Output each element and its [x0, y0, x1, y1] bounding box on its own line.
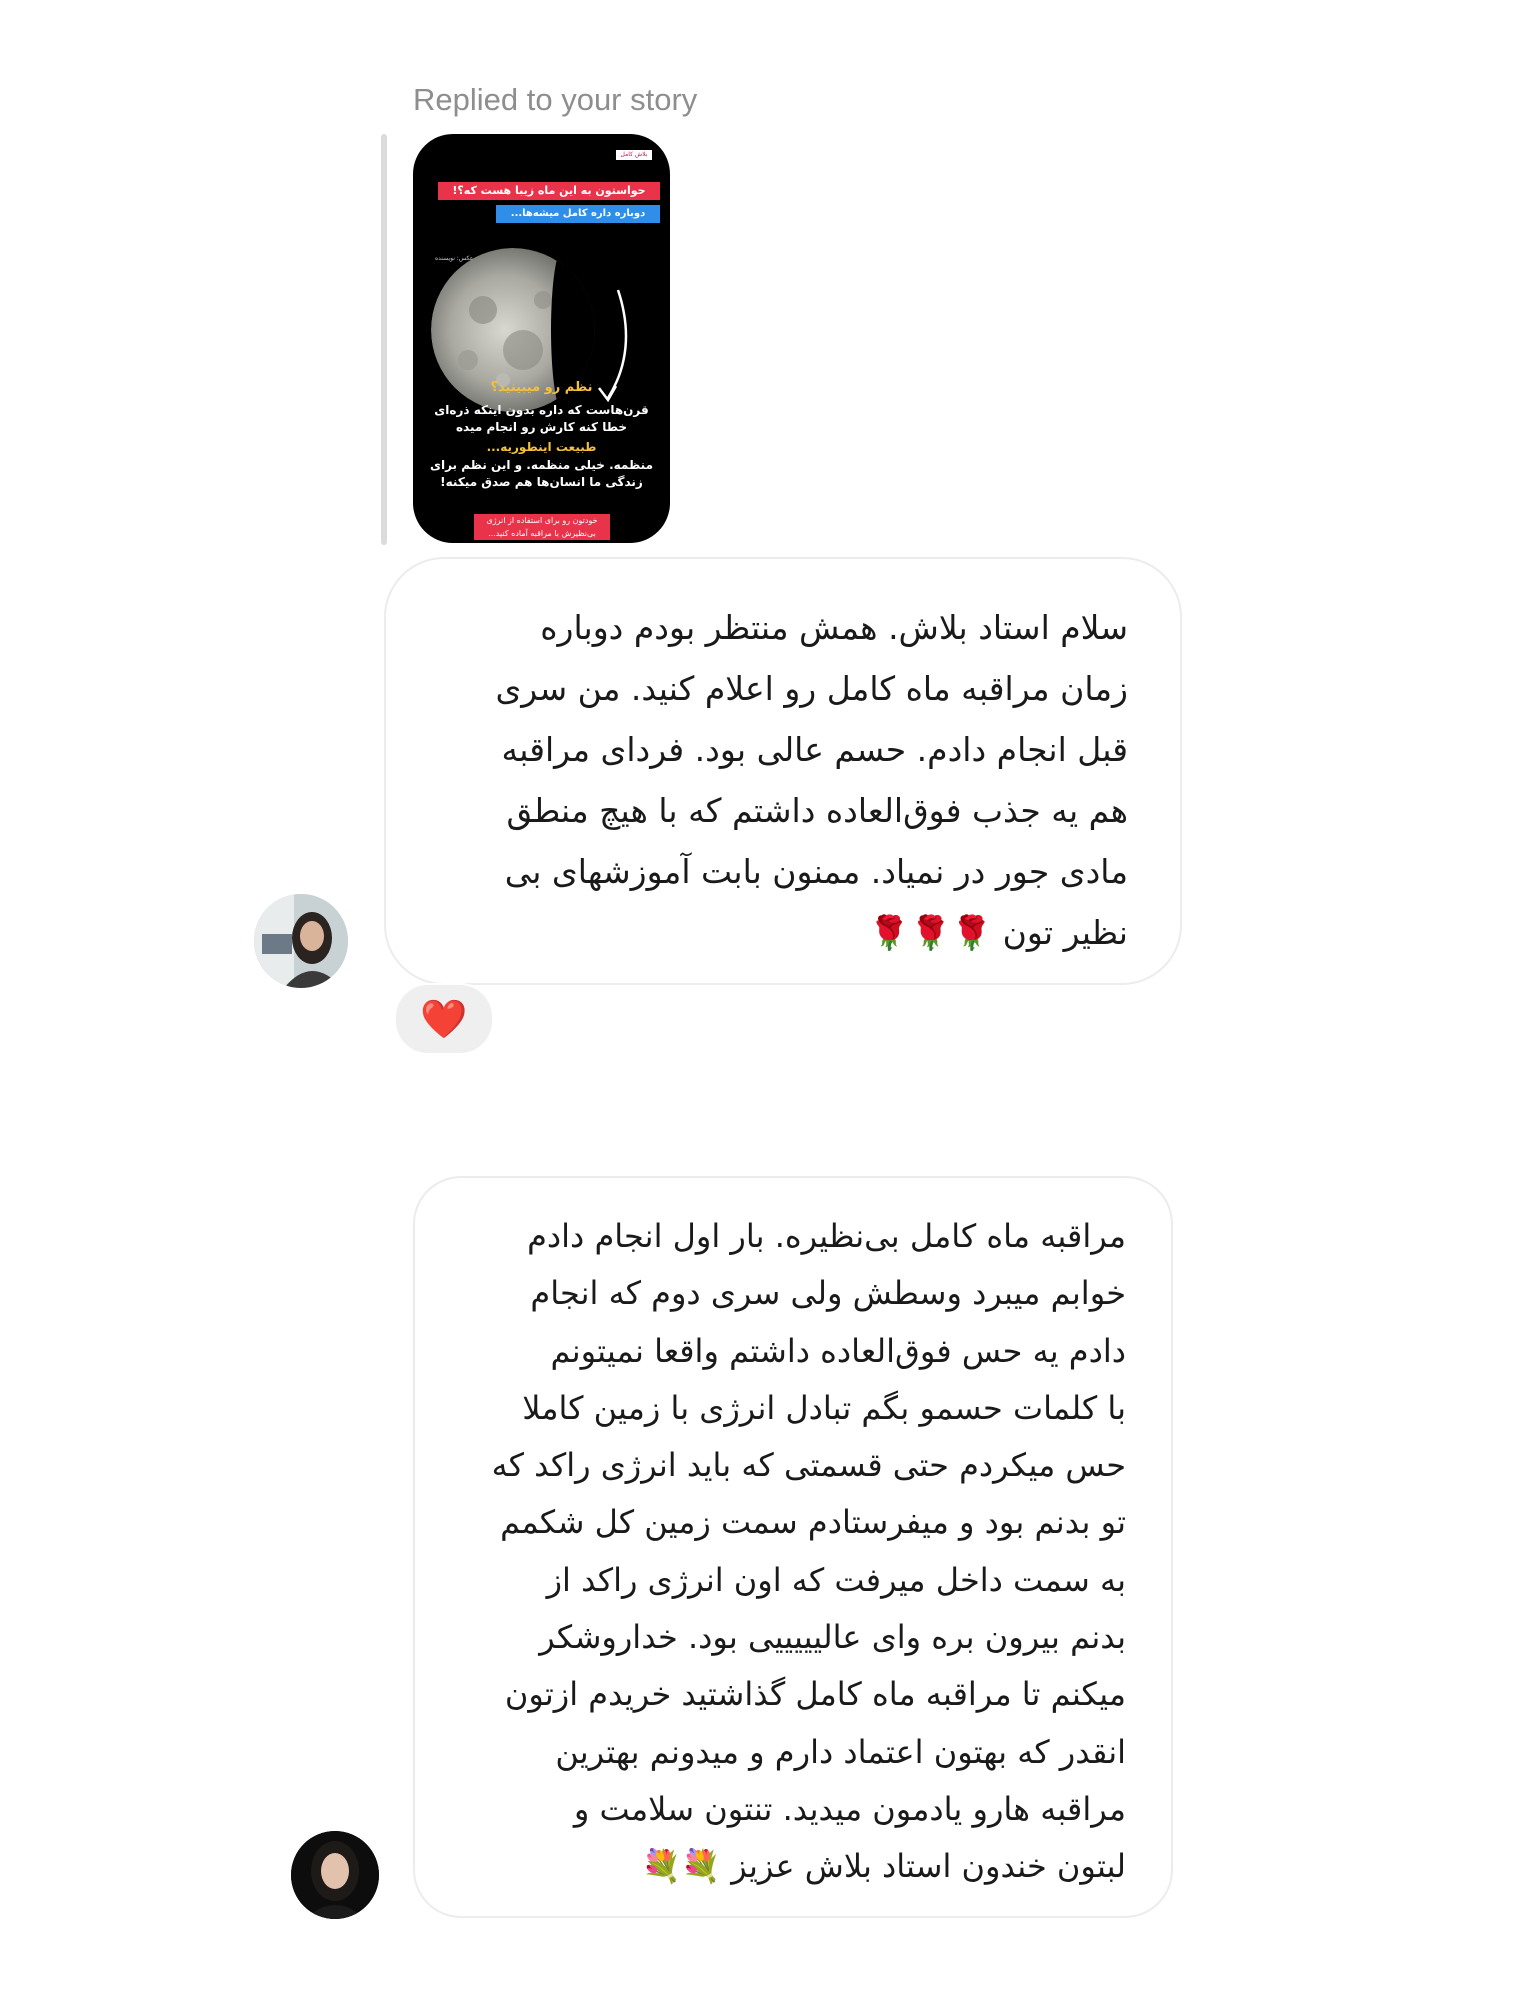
story-cta: خودتون رو برای استفاده از انرژی بی‌نظیرش با مراقبه آماده کنید...	[474, 514, 610, 540]
heart-reaction[interactable]	[394, 983, 494, 1055]
story-corner-tag: بلاش کامل	[616, 150, 652, 160]
message-bubble[interactable]	[413, 1176, 1173, 1918]
reply-header: Replied to your story	[413, 82, 698, 117]
message-text: مراقبه ماه کامل بی‌نظیره. بار اول انجام دادم خوابم میبرد وسطش ولی سری دوم که انجام دادم یه حس فوق‌العاده داشتم واقعا نمیتونم با کلمات حسمو بگم تبادل انرژی با زمین کاملا حس میکردم حتی قسمتی که باید انرژی راکد که تو بدنم بود و میفرستادم سمت زمین کل شکمم به سمت داخل میرفت که اون انرژی راکد از بدنم بیرون بره وای عالیییییی بود. خداروشکر میکنم تا مراقبه ماه کامل گذاشتید خریدم ازتون انقدر که بهتون اعتماد دارم و میدونم بهترین مراقبه هارو یادمون میدید. تنتون سلامت و لبتون خندون استاد بلاش عزیز 💐💐	[491, 1217, 1126, 1886]
story-headline-2: دوباره داره کامل میشه‌ها...	[496, 205, 660, 223]
story-headline-1: حواستون به این ماه زیبا هست که؟!	[438, 182, 660, 200]
story-question: نظم رو میبینید؟	[490, 380, 593, 395]
avatar[interactable]	[291, 1831, 379, 1919]
story-body-2: منظمه. خیلی منظمه. و این نظم برای زندگی ما انسان‌ها هم صدق میکنه!	[429, 458, 653, 489]
avatar[interactable]	[254, 894, 348, 988]
story-preview[interactable]	[413, 134, 670, 543]
heart-icon: ❤️	[420, 997, 468, 1041]
story-credit: عکس: نویسنده	[435, 255, 474, 262]
reply-quote-line	[381, 134, 387, 545]
message-bubble[interactable]	[384, 557, 1182, 985]
story-nature-line: طبیعت اینطوریه...	[486, 440, 597, 454]
message-text: سلام استاد بلاش. همش منتظر بودم دوباره زمان مراقبه ماه کامل رو اعلام کنید. من سری قبل انجام دادم. حسم عالی بود. فردای مراقبه هم یه جذب فوق‌العاده داشتم که با هیچ منطق مادی جور در نمیاد. ممنون بابت آموزشهای بی نظیر تون 🌹🌹🌹	[495, 608, 1128, 952]
story-body-1: قرن‌هاست که داره بدون اینکه ذره‌ای خطا کنه کارش رو انجام میده	[434, 403, 649, 434]
